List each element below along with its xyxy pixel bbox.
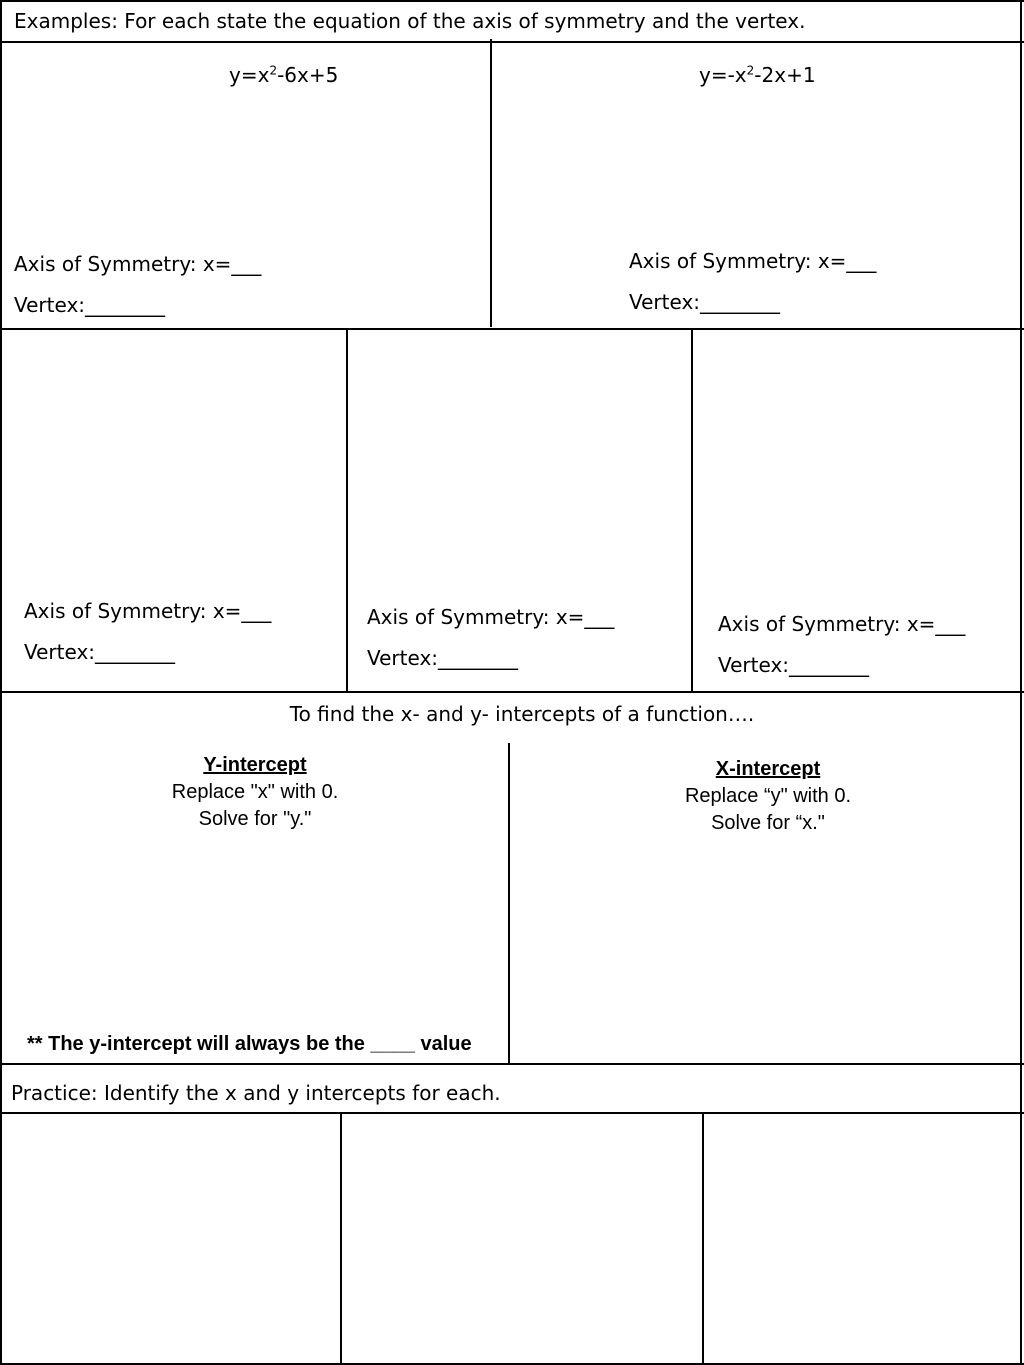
y-intercept-heading: Y-intercept — [203, 754, 307, 776]
y-intercept-step1: Replace "x" with 0. — [171, 781, 339, 803]
divider-intercepts-bottom — [0, 1063, 1024, 1065]
example2-equation — [699, 63, 816, 87]
example1-vertex: Vertex:________ — [14, 293, 166, 317]
divider-row2 — [0, 691, 1024, 693]
divider-row2-a — [346, 328, 348, 692]
border-left — [0, 0, 2, 1365]
divider-row2-b — [691, 328, 693, 692]
example2-vertex: Vertex:________ — [629, 290, 781, 314]
example2-eq-exponent: 2 — [746, 63, 755, 78]
border-top — [0, 0, 1024, 2]
y-intercept-note: ** The y-intercept will always be the ____ value — [27, 1033, 472, 1055]
example1-axis: Axis of Symmetry: x=___ — [14, 252, 262, 276]
examples-heading: Examples: For each state the equation of the axis of symmetry and the vertex. — [14, 9, 806, 33]
x-intercept-heading: X-intercept — [715, 758, 821, 780]
practice-heading: Practice: Identify the x and y intercepts for each. — [11, 1081, 501, 1105]
example2-eq-base: y=-x — [699, 63, 747, 87]
intercepts-title: To find the x- and y- intercepts of a function…. — [289, 702, 755, 726]
y-intercept-step2: Solve for "y." — [198, 808, 312, 830]
example4-vertex: Vertex:________ — [367, 646, 519, 670]
divider-practice-a — [340, 1113, 342, 1365]
divider-header — [0, 41, 1024, 43]
divider-practice — [0, 1112, 1024, 1114]
example1-eq-rest: -6x+5 — [277, 63, 339, 87]
example1-eq-base: y=x — [229, 63, 270, 87]
example5-vertex: Vertex:________ — [718, 653, 870, 677]
example3-vertex: Vertex:________ — [24, 640, 176, 664]
divider-intercepts — [508, 743, 510, 1063]
divider-practice-b — [702, 1113, 704, 1365]
example2-axis: Axis of Symmetry: x=___ — [629, 249, 877, 273]
x-intercept-step2: Solve for “x." — [711, 812, 825, 834]
divider-examples-top — [490, 39, 492, 327]
example4-axis: Axis of Symmetry: x=___ — [367, 605, 615, 629]
example5-axis: Axis of Symmetry: x=___ — [718, 612, 966, 636]
divider-row1 — [0, 328, 1024, 330]
example2-eq-rest: -2x+1 — [754, 63, 816, 87]
border-right — [1020, 0, 1022, 1365]
x-intercept-step1: Replace “y" with 0. — [684, 785, 852, 807]
example1-equation — [229, 63, 338, 87]
example1-eq-exponent: 2 — [269, 63, 278, 78]
example3-axis: Axis of Symmetry: x=___ — [24, 599, 272, 623]
